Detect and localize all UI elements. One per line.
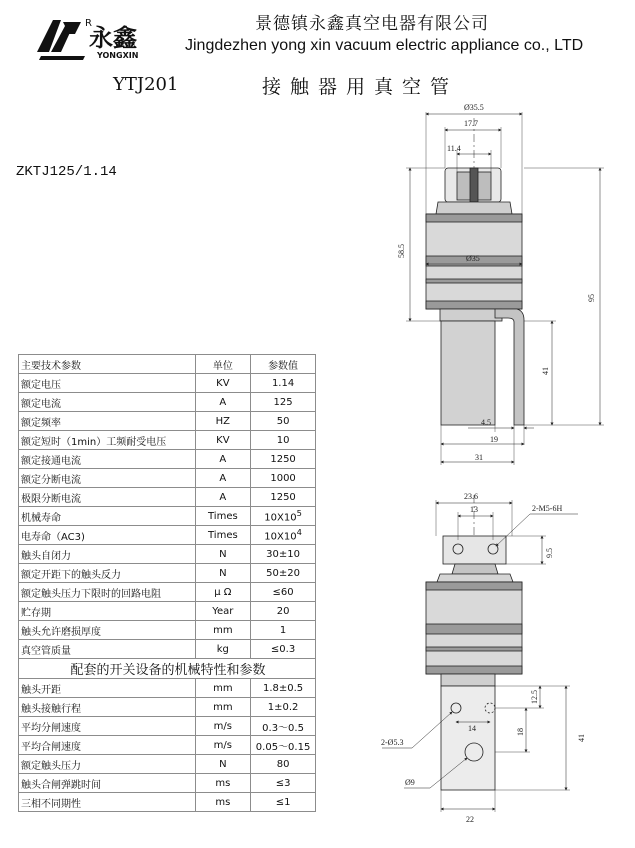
param-unit: A	[195, 393, 251, 412]
param-unit: Year	[195, 602, 251, 621]
param-name: 平均合闸速度	[19, 736, 196, 755]
param-unit: kg	[195, 640, 251, 659]
param-value: 20	[251, 602, 316, 621]
param-name: 极限分断电流	[19, 488, 196, 507]
param-name: 触头合闸弹跳时间	[19, 774, 196, 793]
param-name: 真空管质量	[19, 640, 196, 659]
sub-model: ZKTJ125/1.14	[16, 164, 117, 180]
param-unit: A	[195, 469, 251, 488]
param-name: 额定开距下的触头反力	[19, 564, 196, 583]
param-value: 参数值	[251, 355, 316, 374]
param-unit: mm	[195, 698, 251, 717]
param-unit: ms	[195, 793, 251, 812]
company-name-en: Jingdezhen yong xin vacuum electric appliance co., LTD	[185, 37, 584, 54]
param-unit: mm	[195, 679, 251, 698]
logo-brand: YONGXIN	[97, 51, 139, 60]
registered-mark: R	[85, 18, 92, 29]
param-unit: m/s	[195, 736, 251, 755]
param-value: 125	[251, 393, 316, 412]
param-unit: ms	[195, 774, 251, 793]
param-value: ≤0.3	[251, 640, 316, 659]
dim-18: 18	[516, 728, 525, 736]
param-unit: KV	[195, 431, 251, 450]
dim-23-6: 23.6	[464, 492, 478, 501]
param-name: 机械寿命	[19, 507, 196, 526]
dim-14: 14	[468, 724, 476, 733]
dim-thread: 2-M5-6H	[532, 504, 563, 513]
param-unit: N	[195, 755, 251, 774]
dim-11-4: 11.4	[447, 144, 461, 153]
front-view	[382, 495, 578, 812]
param-unit: μ Ω	[195, 583, 251, 602]
dim-4-5: 4.5	[481, 418, 491, 427]
param-value: $10X10^5$	[251, 507, 316, 526]
dim-d35-5: Ø35.5	[464, 103, 484, 112]
param-name: 额定电流	[19, 393, 196, 412]
param-value: 1.8±0.5	[251, 679, 316, 698]
param-value: 0.05～0.15	[251, 736, 316, 755]
exponent: 5	[296, 508, 302, 519]
param-value: 50±20	[251, 564, 316, 583]
param-unit: N	[195, 564, 251, 583]
param-name: 额定接通电流	[19, 450, 196, 469]
param-value: ≤1	[251, 793, 316, 812]
param-value: 1	[251, 621, 316, 640]
param-value: 1250	[251, 450, 316, 469]
param-value: 80	[251, 755, 316, 774]
param-name: 主要技术参数	[19, 355, 196, 374]
param-unit: m/s	[195, 717, 251, 736]
param-name: 贮存期	[19, 602, 196, 621]
param-value: $10X10^4$	[251, 526, 316, 545]
param-name: 电寿命（AC3)	[19, 526, 196, 545]
dim-19: 19	[490, 435, 498, 444]
param-name: 触头接触行程	[19, 698, 196, 717]
logo-text: 永鑫	[89, 24, 137, 52]
param-unit: A	[195, 450, 251, 469]
param-value: ≤3	[251, 774, 316, 793]
param-name: 额定频率	[19, 412, 196, 431]
param-unit: 单位	[195, 355, 251, 374]
param-name: 额定短时（1min）工频耐受电压	[19, 431, 196, 450]
dim-d35: Ø35	[466, 254, 480, 263]
section-title: 配套的开关设备的机械特性和参数	[19, 659, 316, 679]
dim-22: 22	[466, 815, 474, 824]
param-value: 1.14	[251, 374, 316, 393]
param-name: 额定触头压力	[19, 755, 196, 774]
dim-holes: 2-Ø5.3	[381, 738, 404, 747]
dim-17-7: 17.7	[464, 119, 478, 128]
param-value: 0.3～0.5	[251, 717, 316, 736]
param-value: 1000	[251, 469, 316, 488]
side-view	[406, 112, 604, 465]
dim-41: 41	[541, 367, 550, 375]
param-value: 10	[251, 431, 316, 450]
document-title: 接触器用真空管	[262, 76, 459, 98]
company-name-cn: 景德镇永鑫真空电器有限公司	[255, 14, 489, 34]
dim-95: 95	[587, 294, 596, 302]
dim-12-5: 12.5	[530, 690, 539, 704]
param-name: 触头自闭力	[19, 545, 196, 564]
dim-hole9: Ø9	[405, 778, 415, 787]
param-name: 额定触头压力下限时的回路电阻	[19, 583, 196, 602]
param-value: 1±0.2	[251, 698, 316, 717]
param-name: 平均分闸速度	[19, 717, 196, 736]
param-value: 30±10	[251, 545, 316, 564]
param-unit: HZ	[195, 412, 251, 431]
param-name: 额定电压	[19, 374, 196, 393]
dim-13: 13	[470, 505, 478, 514]
param-value: 1250	[251, 488, 316, 507]
dim-41b: 41	[577, 734, 586, 742]
param-unit: N	[195, 545, 251, 564]
param-unit: KV	[195, 374, 251, 393]
exponent: 4	[296, 527, 302, 538]
dim-9-5: 9.5	[545, 548, 554, 558]
param-unit: mm	[195, 621, 251, 640]
param-value: ≤60	[251, 583, 316, 602]
param-unit: Times	[195, 526, 251, 545]
param-name: 额定分断电流	[19, 469, 196, 488]
param-name: 三相不同期性	[19, 793, 196, 812]
model-number: YTJ201	[113, 74, 179, 95]
param-value: 50	[251, 412, 316, 431]
dim-31: 31	[475, 453, 483, 462]
param-unit: A	[195, 488, 251, 507]
param-unit: Times	[195, 507, 251, 526]
dim-58-5: 58.5	[397, 244, 406, 258]
param-name: 触头允许磨损厚度	[19, 621, 196, 640]
param-name: 触头开距	[19, 679, 196, 698]
